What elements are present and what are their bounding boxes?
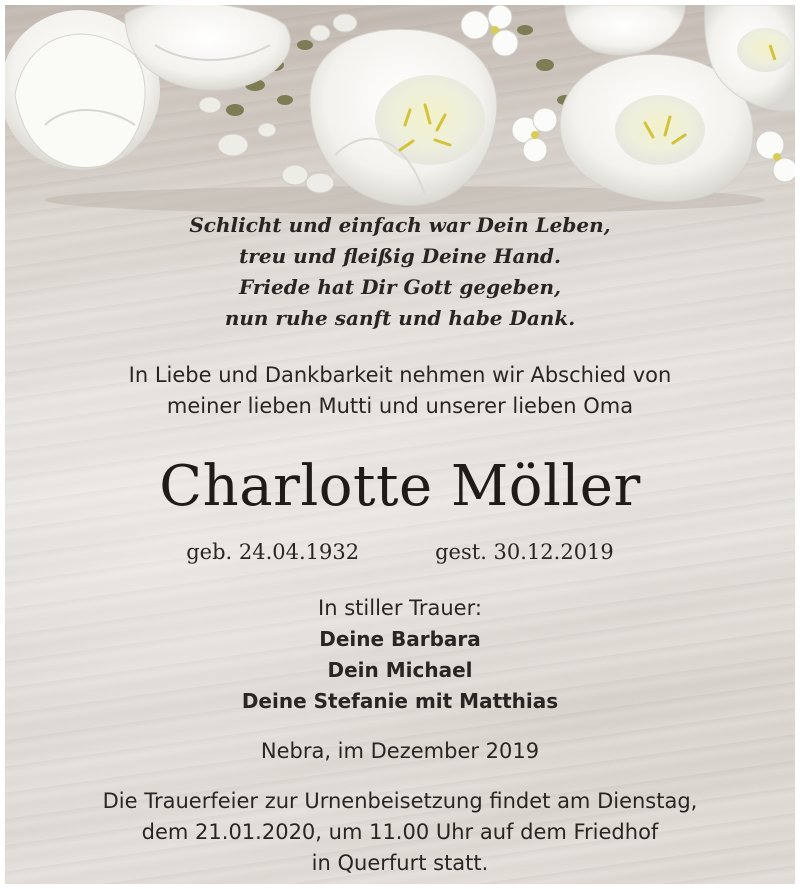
memorial-verse xyxy=(5,210,795,334)
mourners-heading: In stiller Trauer: xyxy=(318,596,482,620)
verse-line: treu und fleißig Deine Hand. xyxy=(239,244,561,268)
ceremony-line: dem 21.01.2020, um 11.00 Uhr auf dem Friedhof xyxy=(141,820,659,844)
mourner-name: Deine Barbara xyxy=(319,627,481,651)
ceremony-info xyxy=(5,786,795,879)
farewell-intro xyxy=(5,360,795,422)
mourners-list xyxy=(5,624,795,717)
white-tulips-image xyxy=(5,5,795,215)
mourner-name: Deine Stefanie mit Matthias xyxy=(241,689,559,713)
death-date: gest. 30.12.2019 xyxy=(435,540,614,564)
place-and-date: Nebra, im Dezember 2019 xyxy=(260,739,540,763)
verse-line: Schlicht und einfach war Dein Leben, xyxy=(189,213,611,237)
ceremony-line: in Querfurt statt. xyxy=(311,851,489,875)
life-dates xyxy=(5,537,795,567)
obituary-card xyxy=(5,5,795,884)
deceased-name: Charlotte Möller xyxy=(159,454,641,519)
intro-line: meiner lieben Mutti und unserer lieben Oma xyxy=(166,394,634,418)
verse-line: nun ruhe sanft und habe Dank. xyxy=(224,306,576,330)
ceremony-line: Die Trauerfeier zur Urnenbeisetzung findet am Dienstag, xyxy=(102,789,698,813)
birth-date: geb. 24.04.1932 xyxy=(186,540,360,564)
verse-line: Friede hat Dir Gott gegeben, xyxy=(238,275,561,299)
mourner-name: Dein Michael xyxy=(327,658,473,682)
intro-line: In Liebe und Dankbarkeit nehmen wir Abschied von xyxy=(128,363,672,387)
